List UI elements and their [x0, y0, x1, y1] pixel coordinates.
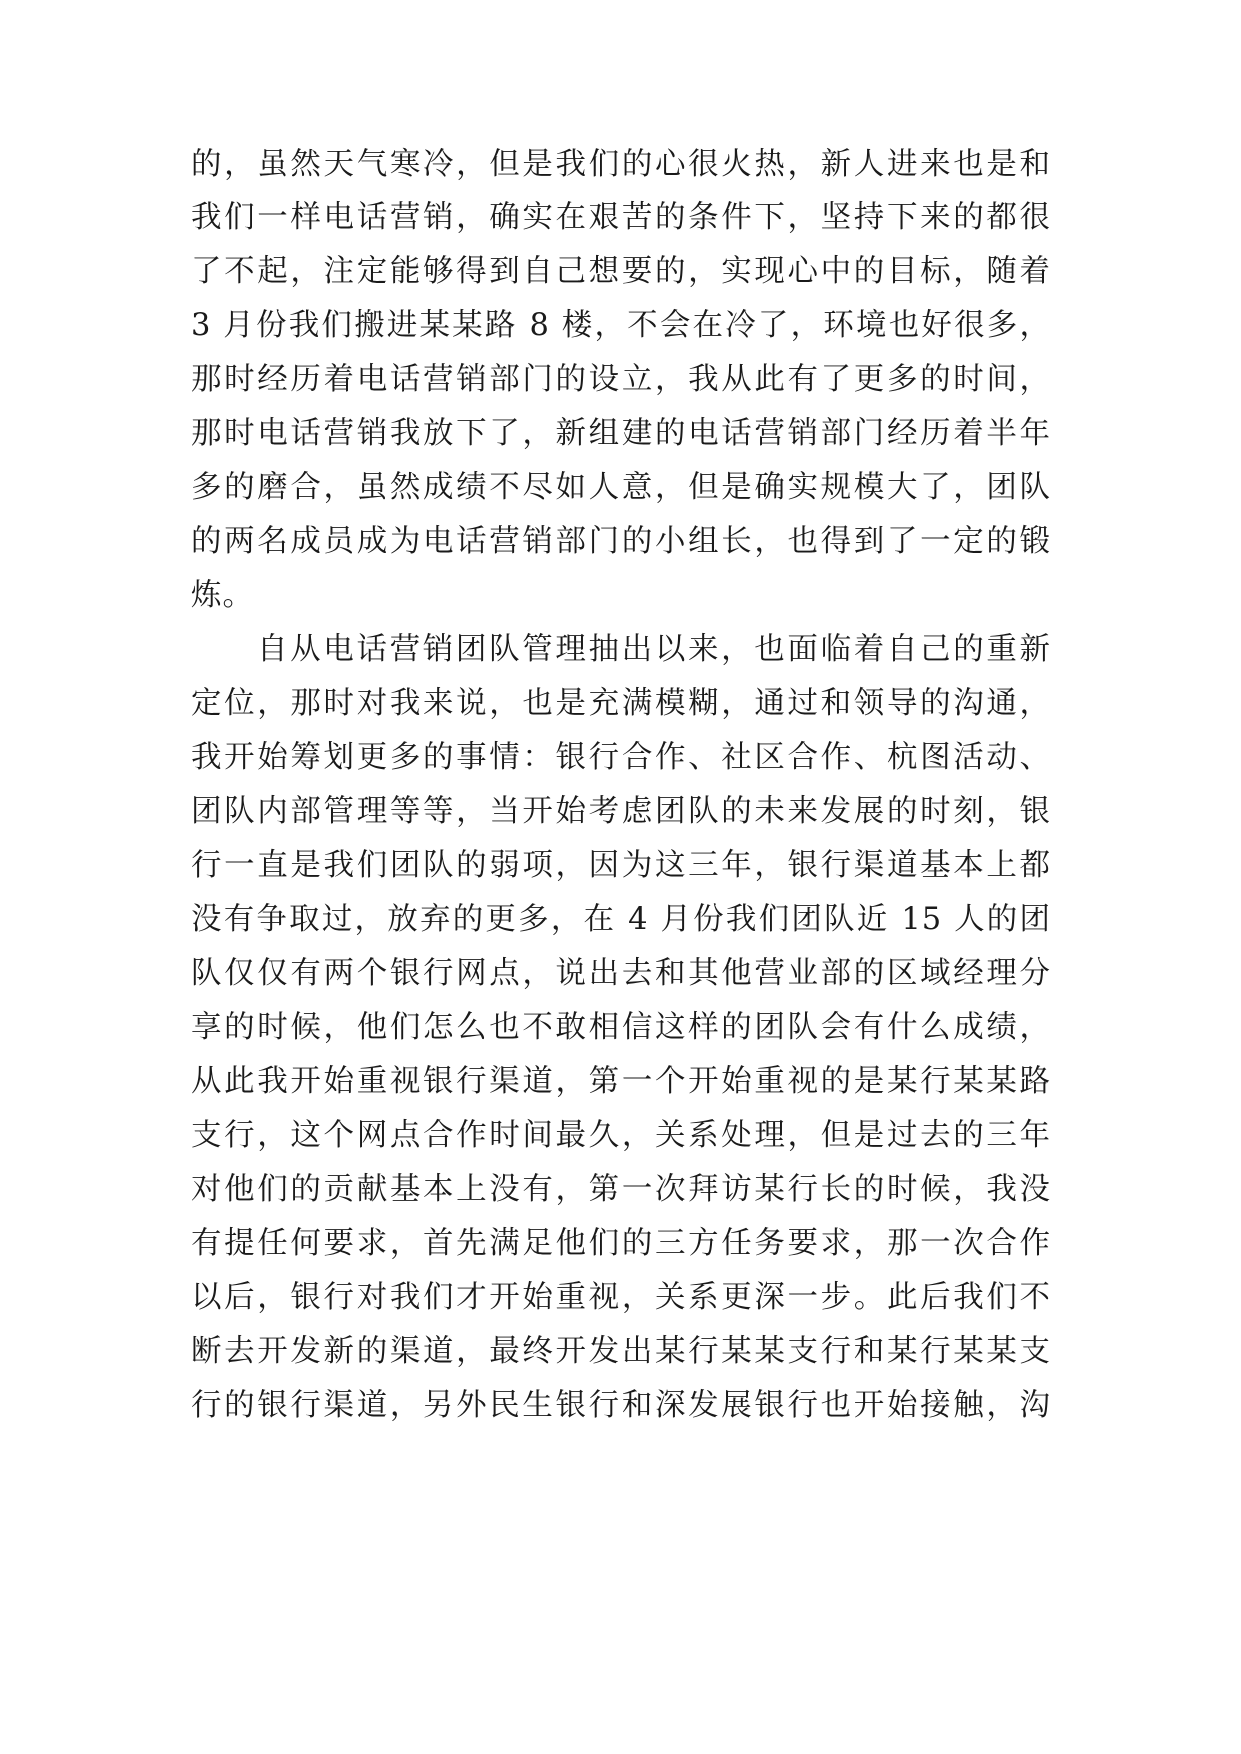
- paragraph-line: 的，虽然天气寒冷，但是我们的心很火热，新人进来也是和: [191, 147, 1051, 182]
- paragraph-line: 自从电话营销团队管理抽出以来，也面临着自己的重新: [257, 632, 1051, 667]
- paragraph-line: 那时电话营销我放下了，新组建的电话营销部门经历着半年: [191, 416, 1051, 451]
- paragraph-line: 支行，这个网点合作时间最久，关系处理，但是过去的三年: [191, 1118, 1051, 1153]
- paragraph-line: 从此我开始重视银行渠道，第一个开始重视的是某行某某路: [191, 1064, 1051, 1099]
- paragraph-line: 炼。: [191, 578, 254, 613]
- paragraph-line: 团队内部管理等等，当开始考虑团队的未来发展的时刻，银: [191, 794, 1051, 829]
- paragraph-line: 我开始筹划更多的事情：银行合作、社区合作、杭图活动、: [191, 740, 1051, 775]
- paragraph-line: 的两名成员成为电话营销部门的小组长，也得到了一定的锻: [191, 524, 1051, 559]
- paragraph-line: 享的时候，他们怎么也不敢相信这样的团队会有什么成绩，: [191, 1010, 1051, 1045]
- paragraph-line: 多的磨合，虽然成绩不尽如人意，但是确实规模大了，团队: [191, 470, 1051, 505]
- paragraph-line: 以后，银行对我们才开始重视，关系更深一步。此后我们不: [191, 1280, 1051, 1315]
- paragraph-line: 了不起，注定能够得到自己想要的，实现心中的目标，随着: [191, 254, 1051, 289]
- paragraph-line: 那时经历着电话营销部门的设立，我从此有了更多的时间，: [191, 362, 1051, 397]
- paragraph-line: 行一直是我们团队的弱项，因为这三年，银行渠道基本上都: [191, 848, 1051, 883]
- paragraph-line: 没有争取过，放弃的更多，在 4 月份我们团队近 15 人的团: [191, 902, 1051, 937]
- paragraph-line: 定位，那时对我来说，也是充满模糊，通过和领导的沟通，: [191, 686, 1051, 721]
- paragraph-line: 我们一样电话营销，确实在艰苦的条件下，坚持下来的都很: [191, 200, 1051, 235]
- paragraph-line: 对他们的贡献基本上没有，第一次拜访某行长的时候，我没: [191, 1172, 1051, 1207]
- paragraph-line: 行的银行渠道，另外民生银行和深发展银行也开始接触，沟: [191, 1388, 1051, 1423]
- paragraph-line: 有提任何要求，首先满足他们的三方任务要求，那一次合作: [191, 1226, 1051, 1261]
- paragraph-line: 断去开发新的渠道，最终开发出某行某某支行和某行某某支: [191, 1334, 1051, 1369]
- paragraph-line: 队仅仅有两个银行网点，说出去和其他营业部的区域经理分: [191, 956, 1051, 991]
- paragraph-line: 3 月份我们搬进某某路 8 楼，不会在冷了，环境也好很多，: [191, 308, 1051, 343]
